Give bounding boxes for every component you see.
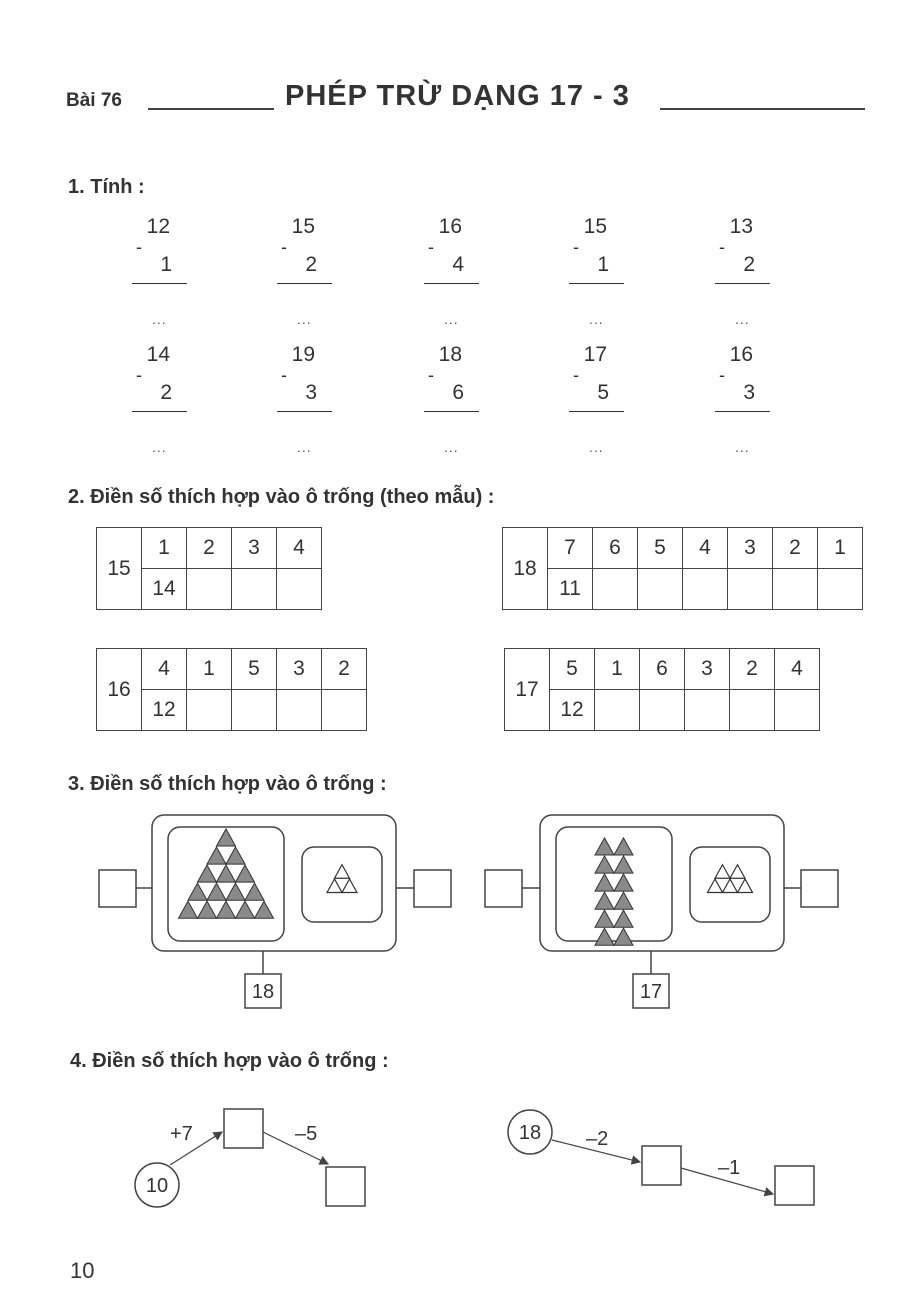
big-triangles [595, 838, 633, 945]
big-group-frame [556, 827, 672, 941]
triangle-icon [226, 847, 245, 864]
triangle-icon [207, 847, 226, 864]
answer-cell[interactable] [232, 569, 277, 610]
minus-sign: - [428, 237, 434, 257]
answer-cell[interactable] [638, 569, 683, 610]
answer-box-2[interactable] [775, 1166, 814, 1205]
subtrahend-cell: 1 [187, 649, 232, 690]
table-minuend: 18 [503, 528, 548, 610]
subtraction-table [96, 648, 367, 731]
triangle-icon [614, 856, 633, 873]
minuend: 17 [583, 343, 607, 366]
ex4-title: 4. Điền số thích hợp vào ô trống : [70, 1050, 389, 1072]
subtraction-table [96, 527, 322, 610]
subtrahend-cell: 5 [550, 649, 595, 690]
answer-placeholder: ... [735, 439, 750, 455]
triangle-icon [595, 856, 614, 873]
minus-sign: - [281, 365, 287, 385]
answer-cell[interactable] [773, 569, 818, 610]
answer-cell[interactable] [277, 690, 322, 731]
triangle-icon [236, 865, 255, 882]
minuend: 19 [291, 343, 315, 366]
answer-placeholder: ... [152, 311, 167, 327]
subtrahend-cell: 3 [685, 649, 730, 690]
op2-label: –5 [295, 1123, 318, 1145]
small-triangles [327, 865, 357, 893]
ex1-title: 1. Tính : [68, 176, 145, 198]
subtraction-table [502, 527, 863, 610]
ex3-left-diagram [99, 815, 451, 1008]
ex4-left-chain [135, 1109, 365, 1207]
subtrahend: 2 [305, 253, 317, 276]
subtrahend-cell: 1 [142, 528, 187, 569]
answer-placeholder: ... [589, 439, 604, 455]
subtrahend-cell: 2 [730, 649, 775, 690]
triangle-icon [708, 879, 723, 893]
answer-line [132, 283, 187, 284]
triangle-icon [217, 901, 236, 918]
triangle-icon [217, 829, 236, 846]
answer-cell[interactable] [187, 690, 232, 731]
big-triangles [179, 829, 274, 918]
ex3-title: 3. Điền số thích hợp vào ô trống : [68, 773, 387, 795]
triangle-icon [236, 901, 255, 918]
subtrahend: 2 [743, 253, 755, 276]
subtrahend-cell: 4 [277, 528, 322, 569]
answer-cell[interactable] [593, 569, 638, 610]
triangle-icon [327, 879, 342, 893]
subtrahend-cell: 3 [728, 528, 773, 569]
triangle-icon [245, 883, 264, 900]
minuend: 15 [583, 215, 607, 238]
ex3-right-diagram [485, 815, 838, 1008]
answer-cell[interactable] [683, 569, 728, 610]
title-rule-left [148, 108, 274, 110]
subtraction-table [504, 648, 820, 731]
answer-line [424, 283, 479, 284]
answer-line [132, 411, 187, 412]
ex3-diagrams [0, 800, 918, 1020]
answer-placeholder: ... [444, 311, 459, 327]
triangle-icon [614, 892, 633, 909]
small-group-frame [302, 847, 382, 922]
triangle-icon [595, 838, 614, 855]
triangle-icon [595, 928, 614, 945]
ex2-title: 2. Điền số thích hợp vào ô trống (theo mẫu) : [68, 486, 495, 508]
triangle-icon [179, 901, 198, 918]
answer-cell[interactable] [640, 690, 685, 731]
minus-sign: - [719, 365, 725, 385]
subtrahend-cell: 4 [775, 649, 820, 690]
answer-cell[interactable] [187, 569, 232, 610]
answer-cell[interactable] [730, 690, 775, 731]
answer-box-right[interactable] [801, 870, 838, 907]
triangle-icon [723, 879, 738, 893]
triangle-icon [614, 910, 633, 927]
minuend: 16 [729, 343, 753, 366]
minus-sign: - [573, 365, 579, 385]
answer-line [569, 283, 624, 284]
minus-sign: - [136, 365, 142, 385]
table-minuend: 15 [97, 528, 142, 610]
page-number: 10 [70, 1258, 95, 1283]
subtrahend-cell: 4 [683, 528, 728, 569]
answer-placeholder: ... [444, 439, 459, 455]
minuend: 15 [291, 215, 315, 238]
triangle-icon [255, 901, 274, 918]
answer-cell[interactable] [775, 690, 820, 731]
answer-line [715, 283, 770, 284]
answer-line [569, 411, 624, 412]
subtrahend: 3 [305, 381, 317, 404]
subtrahend: 6 [452, 381, 464, 404]
subtrahend-cell: 3 [232, 528, 277, 569]
subtrahend: 1 [160, 253, 172, 276]
triangle-icon [217, 865, 236, 882]
triangle-icon [614, 874, 633, 891]
answer-cell[interactable] [818, 569, 863, 610]
triangle-icon [188, 883, 207, 900]
start-value: 18 [518, 1122, 542, 1144]
minus-sign: - [719, 237, 725, 257]
answer-box-1[interactable] [224, 1109, 263, 1148]
triangle-icon [595, 910, 614, 927]
answer-line [277, 411, 332, 412]
answer-box-left[interactable] [485, 870, 522, 907]
minus-sign: - [573, 237, 579, 257]
example-answer-cell: 11 [548, 569, 593, 610]
minus-sign: - [428, 365, 434, 385]
subtrahend-cell: 5 [638, 528, 683, 569]
minuend: 14 [146, 343, 170, 366]
subtrahend-cell: 3 [277, 649, 322, 690]
triangle-icon [614, 838, 633, 855]
triangle-icon [614, 928, 633, 945]
subtrahend-cell: 2 [187, 528, 232, 569]
table-minuend: 16 [97, 649, 142, 731]
minuend: 12 [146, 215, 170, 238]
triangle-icon [595, 874, 614, 891]
lesson-number: Bài 76 [66, 90, 122, 111]
triangle-icon [342, 879, 357, 893]
ex4-diagrams [0, 1090, 918, 1220]
minuend: 13 [729, 215, 753, 238]
answer-box-2[interactable] [326, 1167, 365, 1206]
example-answer-cell: 12 [142, 690, 187, 731]
subtrahend-cell: 6 [640, 649, 685, 690]
subtrahend-cell: 6 [593, 528, 638, 569]
op1-label: –2 [586, 1128, 609, 1150]
title-rule-right [660, 108, 865, 110]
page-title: PHÉP TRỪ DẠNG 17 - 3 [285, 80, 630, 112]
op1-label: +7 [170, 1123, 193, 1145]
answer-line [424, 411, 479, 412]
op2-label: –1 [718, 1157, 741, 1179]
answer-box-1[interactable] [642, 1146, 681, 1185]
subtrahend-cell: 1 [818, 528, 863, 569]
table-minuend: 17 [505, 649, 550, 731]
answer-placeholder: ... [152, 439, 167, 455]
triangle-icon [226, 883, 245, 900]
answer-box-right[interactable] [414, 870, 451, 907]
answer-box-left[interactable] [99, 870, 136, 907]
start-value: 10 [145, 1175, 169, 1197]
subtrahend: 4 [452, 253, 464, 276]
subtrahend: 5 [597, 381, 609, 404]
small-triangles [708, 865, 753, 893]
triangle-icon [207, 883, 226, 900]
subtrahend-cell: 5 [232, 649, 277, 690]
triangle-icon [715, 865, 730, 879]
subtrahend: 3 [743, 381, 755, 404]
answer-cell[interactable] [277, 569, 322, 610]
answer-cell[interactable] [685, 690, 730, 731]
example-answer-cell: 14 [142, 569, 187, 610]
answer-placeholder: ... [735, 311, 750, 327]
subtrahend-cell: 2 [773, 528, 818, 569]
total-value: 17 [639, 981, 663, 1003]
answer-cell[interactable] [232, 690, 277, 731]
total-value: 18 [251, 981, 275, 1003]
minuend: 16 [438, 215, 462, 238]
answer-cell[interactable] [728, 569, 773, 610]
answer-line [715, 411, 770, 412]
ex4-right-chain [508, 1110, 814, 1205]
subtrahend-cell: 7 [548, 528, 593, 569]
triangle-icon [738, 879, 753, 893]
minus-sign: - [136, 237, 142, 257]
answer-placeholder: ... [589, 311, 604, 327]
triangle-icon [595, 892, 614, 909]
subtrahend: 1 [597, 253, 609, 276]
subtrahend: 2 [160, 381, 172, 404]
minuend: 18 [438, 343, 462, 366]
answer-line [277, 283, 332, 284]
answer-placeholder: ... [297, 311, 312, 327]
example-answer-cell: 12 [550, 690, 595, 731]
subtrahend-cell: 1 [595, 649, 640, 690]
triangle-icon [730, 865, 745, 879]
subtrahend-cell: 2 [322, 649, 367, 690]
answer-cell[interactable] [322, 690, 367, 731]
subtrahend-cell: 4 [142, 649, 187, 690]
triangle-icon [335, 865, 350, 879]
triangle-icon [198, 865, 217, 882]
minus-sign: - [281, 237, 287, 257]
triangle-icon [198, 901, 217, 918]
answer-placeholder: ... [297, 439, 312, 455]
outer-frame [152, 815, 396, 951]
answer-cell[interactable] [595, 690, 640, 731]
